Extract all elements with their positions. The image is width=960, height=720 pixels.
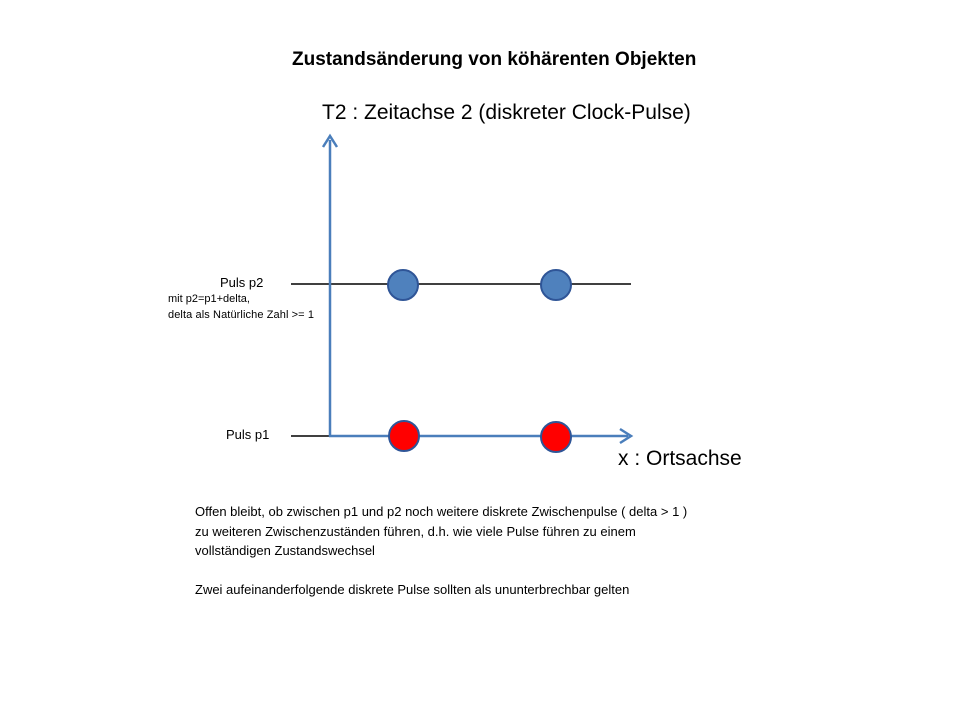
pulse-p2-note-line1: mit p2=p1+delta, — [168, 293, 250, 305]
pulse-p1-label: Puls p1 — [226, 427, 270, 442]
pulse-p2-label: Puls p2 — [220, 275, 264, 290]
pulse-p2-note-line2: delta als Natürliche Zahl >= 1 — [168, 309, 315, 321]
diagram-title: Zustandsänderung von köhärenten Objekten — [292, 49, 697, 70]
y-axis-label: T2 : Zeitachse 2 (diskreter Clock-Pulse) — [322, 101, 691, 124]
object-p1-a — [389, 421, 419, 451]
x-axis-label: x : Ortsachse — [618, 447, 742, 470]
note-spacer — [195, 561, 687, 581]
object-p1-b — [541, 422, 571, 452]
explanation-note — [195, 502, 687, 600]
object-p2-a — [388, 270, 418, 300]
note-line-3: vollständigen Zustandswechsel — [195, 543, 375, 558]
object-p2-b — [541, 270, 571, 300]
note-line-2: zu weiteren Zwischenzuständen führen, d.h. wie viele Pulse führen zu einem — [195, 523, 636, 539]
note-line-1: Offen bleibt, ob zwischen p1 und p2 noch weitere diskrete Zwischenpulse ( delta > 1 ) — [195, 504, 688, 519]
note-line-4: Zwei aufeinanderfolgende diskrete Pulse sollten als ununterbrechbar gelten — [195, 582, 630, 597]
